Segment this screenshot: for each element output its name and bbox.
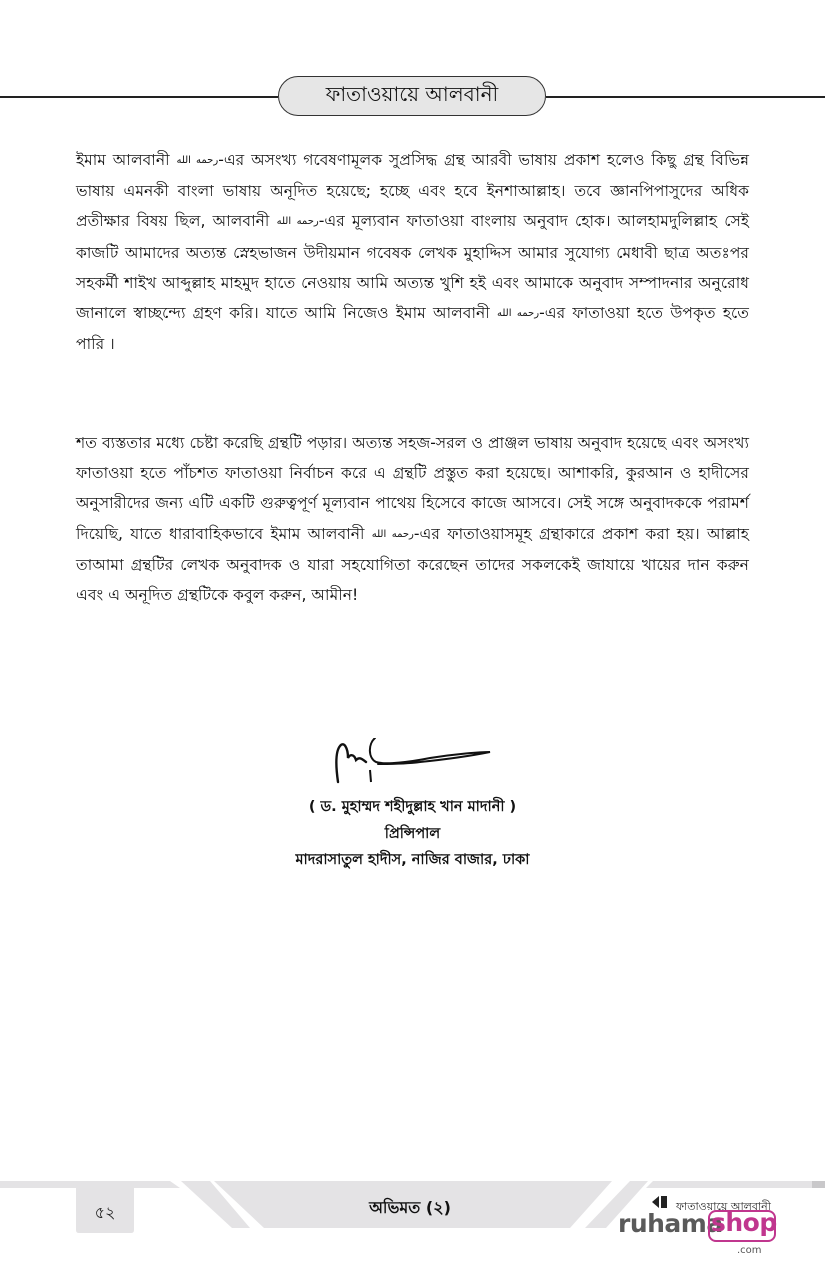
footer-band-right <box>646 1181 825 1188</box>
paragraph-2-text <box>76 428 749 610</box>
handwritten-signature <box>330 738 495 786</box>
text-run: -এর ফাতাওয়াসমূহ গ্রন্থাকারে প্রকাশ করা হয়। আল্লাহ তাআমা গ্রন্থটির লেখক অনুবাদক ও যারা সহযোগিতা করেছেন তাদের সকলকেই জাযায়ে খায়ের দান করুন এবং এ অনূদিত গ্রন্থটিকে কবুল করুন, আমীন! <box>76 524 749 605</box>
running-header <box>278 76 546 116</box>
brand-logo-shop: shop <box>711 1208 777 1237</box>
honorific-glyph: رحمه الله <box>276 216 319 228</box>
text-run: শত ব্যস্ততার মধ্যে চেষ্টা করেছি গ্রন্থটি পড়ার। অত্যন্ত সহজ-সরল ও প্রাঞ্জল ভাষায় অনুবাদ হয়েছে এবং অসংখ্য ফাতাওয়া হতে পাঁচশত ফাতাওয়া নির্বাচন করে এ গ্রন্থটি প্রস্তুত করা হয়েছে। আশাকরি, কুরআন ও হাদীসের অনুসারীদের জন্য এটি একটি গুরুত্বপূর্ণ মূল্যবান পাথেয় হিসেবে কাজে আসবে। সেই সঙ্গে অনুবাদককে পরামর্শ দিয়েছি, যাতে ধারাবাহিকভাবে ইমাম আলবানী <box>76 434 749 543</box>
signatory-organization: মাদরাসাতুল হাদীস, নাজির বাজার, ঢাকা <box>295 852 530 868</box>
text-run: -এর মূল্যবান ফাতাওয়া বাংলায় অনুবাদ হোক। আলহামদুলিল্লাহ সেই কাজটি আমাদের অত্যন্ত স্নেহভাজন উদীয়মান গবেষক লেখক মুহাদ্দিস আমার সুযোগ্য মেধাবী ছাত্র অতঃপর সহকর্মী শাইখ আব্দুল্লাহ মাহমুদ হাতে নেওয়ায় আমি অত্যন্ত খুশি হই এবং আমাকে অনুবাদ সম্পাদনার অনুরোধ জানালে স্বাচ্ছন্দ্যে গ্রহণ করি। যাতে আমি নিজেও ইমাম আলবানী <box>76 212 749 323</box>
text-run: -এর ফাতাওয়া হতে উপকৃত হতে পারি । <box>76 304 749 354</box>
page-number: ৫২ <box>94 1203 116 1222</box>
brand-logo-com: .com <box>737 1245 762 1256</box>
header-rule-right <box>546 96 825 98</box>
honorific-glyph: رحمه الله <box>371 528 414 540</box>
section-title: অভিমত (২) <box>369 1198 451 1217</box>
honorific-glyph: رحمه الله <box>496 308 540 320</box>
brand-book-title: ফাতাওয়ায়ে আলবানী <box>676 1200 771 1213</box>
header-rule-left <box>0 96 278 98</box>
paragraph-2 <box>76 428 749 610</box>
back-arrow-icon <box>652 1196 667 1208</box>
signatory-name: ( ড. মুহাম্মদ শহীদুল্লাহ খান মাদানী ) <box>308 799 517 815</box>
paragraph-1-text <box>76 145 749 359</box>
text-run: -এর অসংখ্য গবেষণামূলক সুপ্রসিদ্ধ গ্রন্থ আরবী ভাষায় প্রকাশ হলেও কিছু গ্রন্থ বিভিন্ন ভাষায় এমনকী বাংলা ভাষায় অনূদিত হয়েছে; হচ্ছে এবং হবে ইনশাআল্লাহ। তবে জ্ঞানপিপাসুদের অধিক প্রতীক্ষার বিষয় ছিল, আলবানী <box>76 151 749 231</box>
paragraph-1 <box>76 145 749 359</box>
text-run: ইমাম আলবানী <box>76 151 177 169</box>
signatory-title: প্রিন্সিপাল <box>384 826 441 842</box>
honorific-glyph: رحمه الله <box>176 155 219 166</box>
book-title: ফাতাওয়ায়ে আলবানী <box>325 81 499 106</box>
brand-logo-ruhama: ruhama <box>618 1209 723 1238</box>
footer-corner-square <box>812 1181 825 1188</box>
